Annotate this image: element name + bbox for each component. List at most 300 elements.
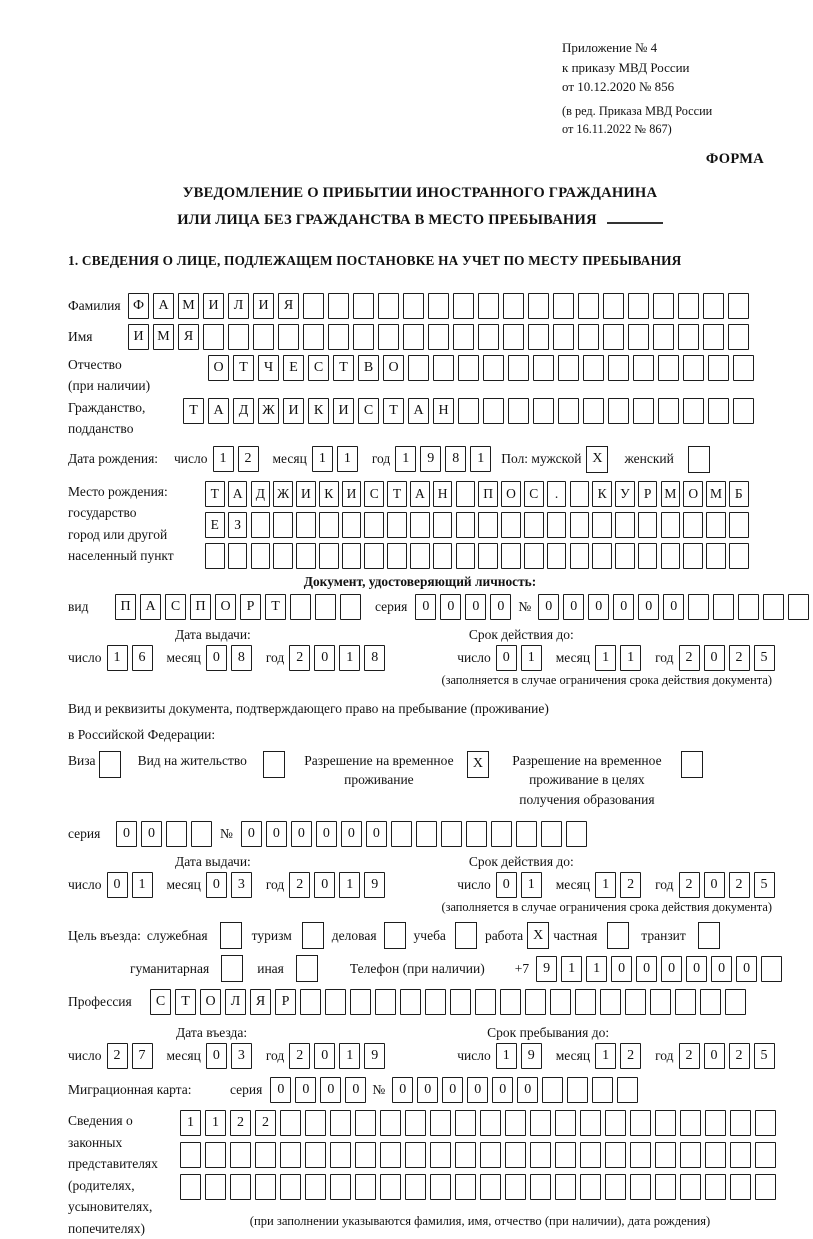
- char-cell: [380, 1142, 401, 1168]
- digit-cell: 2: [289, 872, 310, 898]
- digit-cell: 8: [231, 645, 252, 671]
- validity-note-2: (заполняется в случае ограничения срока действия документа): [441, 900, 772, 915]
- stay-until-label: Срок пребывания до:: [487, 1025, 610, 1041]
- date-part-label: число: [457, 649, 491, 665]
- digit-cell: 1: [337, 446, 358, 472]
- char-cell: [547, 512, 567, 538]
- char-cell: [638, 543, 658, 569]
- char-cell: [380, 1174, 401, 1200]
- char-cell: [364, 512, 384, 538]
- char-cell: [340, 594, 361, 620]
- date-part-label: год: [265, 649, 285, 665]
- representatives-label: Сведения о законных представителях (родителях, усыновителях, попечителях): [68, 1113, 158, 1236]
- char-cell: [478, 543, 498, 569]
- profession-row: [68, 989, 772, 1015]
- digit-cell: 1: [521, 645, 542, 671]
- char-cell: [706, 512, 726, 538]
- char-cell: [628, 324, 649, 350]
- char-cell: 0: [467, 1077, 488, 1103]
- char-cell: С: [524, 481, 544, 507]
- char-cell: [230, 1142, 251, 1168]
- digit-cell: 1: [595, 645, 616, 671]
- citizenship-cells: [183, 398, 758, 424]
- edition-line: от 16.11.2022 № 867): [562, 121, 672, 136]
- digit-cell: 2: [679, 645, 700, 671]
- char-cell: П: [115, 594, 136, 620]
- residence-doc-seriya-row: [68, 821, 772, 847]
- char-cell: [608, 355, 629, 381]
- char-cell: [705, 1142, 726, 1168]
- char-cell: 2: [230, 1110, 251, 1136]
- digit-cell: 0: [496, 645, 517, 671]
- digit-cell: 0: [206, 872, 227, 898]
- char-cell: [653, 293, 674, 319]
- birth-date-row: [68, 446, 772, 473]
- digit-cell: 9: [364, 872, 385, 898]
- char-cell: [600, 989, 621, 1015]
- char-cell: О: [215, 594, 236, 620]
- char-cell: [583, 398, 604, 424]
- char-cell: [458, 355, 479, 381]
- patronymic-row: [68, 355, 772, 396]
- char-cell: [578, 324, 599, 350]
- char-cell: [700, 989, 721, 1015]
- char-cell: [466, 821, 487, 847]
- char-cell: [683, 543, 703, 569]
- form-title-line2: ИЛИ ЛИЦА БЕЗ ГРАЖДАНСТВА В МЕСТО ПРЕБЫВАНИЯ: [68, 207, 772, 233]
- char-cell: [253, 324, 274, 350]
- char-cell: [615, 512, 635, 538]
- residence-doc-dates-row: [68, 872, 772, 898]
- char-cell: [315, 594, 336, 620]
- date-part-label: год: [655, 649, 674, 665]
- profession-label: Профессия: [68, 994, 132, 1010]
- appendix-line: к приказу МВД России: [562, 59, 690, 75]
- temp-permit-label: Разрешение на временное проживание: [304, 752, 454, 788]
- residence-doc-types-row: [68, 751, 772, 810]
- char-cell: [592, 512, 612, 538]
- date-part-label: число: [68, 877, 102, 893]
- char-cell: [296, 543, 316, 569]
- char-cell: [761, 956, 782, 982]
- char-cell: [658, 355, 679, 381]
- char-cell: А: [228, 481, 248, 507]
- char-cell: В: [358, 355, 379, 381]
- char-cell: [296, 512, 316, 538]
- residence-doc-number-cells: [241, 821, 591, 847]
- purpose-business-checkbox: [384, 922, 406, 949]
- phone-prefix: +7: [514, 960, 530, 976]
- char-cell: [491, 821, 512, 847]
- char-cell: А: [153, 293, 174, 319]
- char-cell: [653, 324, 674, 350]
- char-cell: [303, 293, 324, 319]
- char-cell: [251, 543, 271, 569]
- char-cell: [678, 293, 699, 319]
- date-part-label: месяц: [555, 1048, 591, 1064]
- identity-doc-row: [68, 594, 772, 620]
- char-cell: 0: [291, 821, 312, 847]
- date-part-label: год: [371, 451, 391, 467]
- char-cell: О: [200, 989, 221, 1015]
- char-cell: [230, 1174, 251, 1200]
- char-cell: [255, 1142, 276, 1168]
- char-cell: [430, 1110, 451, 1136]
- digit-cell: 0: [496, 872, 517, 898]
- char-cell: [305, 1110, 326, 1136]
- purpose-study-label: учеба: [413, 927, 446, 943]
- entry-purpose-row1: [68, 922, 772, 949]
- digit-cell: 1: [496, 1043, 517, 1069]
- issue-date-label: Дата выдачи:: [175, 626, 251, 642]
- char-cell: [755, 1174, 776, 1200]
- digit-cell: 0: [704, 645, 725, 671]
- char-cell: [166, 821, 187, 847]
- digit-cell: 2: [729, 1043, 750, 1069]
- digit-cell: 0: [314, 645, 335, 671]
- char-cell: [728, 293, 749, 319]
- char-cell: [633, 398, 654, 424]
- char-cell: [655, 1174, 676, 1200]
- char-cell: [763, 594, 784, 620]
- char-cell: [705, 1110, 726, 1136]
- char-cell: С: [358, 398, 379, 424]
- char-cell: 0: [711, 956, 732, 982]
- migration-card-label: Миграционная карта:: [68, 1082, 192, 1098]
- char-cell: [330, 1174, 351, 1200]
- char-cell: Ч: [258, 355, 279, 381]
- identity-doc-type-label: вид: [68, 598, 89, 614]
- char-cell: [541, 821, 562, 847]
- char-cell: 0: [366, 821, 387, 847]
- char-cell: [550, 989, 571, 1015]
- char-cell: [633, 355, 654, 381]
- digit-cell: 1: [595, 1043, 616, 1069]
- digit-cell: 9: [420, 446, 441, 472]
- char-cell: [508, 355, 529, 381]
- char-cell: Я: [250, 989, 271, 1015]
- char-cell: 0: [415, 594, 436, 620]
- char-cell: [570, 543, 590, 569]
- char-cell: 9: [536, 956, 557, 982]
- char-cell: [456, 512, 476, 538]
- digit-cell: 3: [231, 872, 252, 898]
- char-cell: [380, 1110, 401, 1136]
- char-cell: М: [661, 481, 681, 507]
- char-cell: И: [283, 398, 304, 424]
- char-cell: [725, 989, 746, 1015]
- char-cell: [475, 989, 496, 1015]
- valid-until-label: Срок действия до:: [468, 626, 574, 642]
- char-cell: [555, 1174, 576, 1200]
- forma-label: ФОРМА: [705, 151, 764, 168]
- appendix-line: от 10.12.2020 № 856: [562, 79, 675, 94]
- char-cell: [580, 1110, 601, 1136]
- representatives-rows: [180, 1110, 780, 1229]
- char-cell: [508, 398, 529, 424]
- digit-cell: 1: [339, 872, 360, 898]
- char-cell: 0: [392, 1077, 413, 1103]
- birth-date-label: Дата рождения:: [68, 451, 159, 467]
- char-cell: [570, 481, 590, 507]
- char-cell: П: [190, 594, 211, 620]
- purpose-other-label: иная: [257, 960, 284, 976]
- char-cell: [570, 512, 590, 538]
- char-cell: [342, 512, 362, 538]
- digit-cell: 1: [595, 872, 616, 898]
- char-cell: 0: [588, 594, 609, 620]
- char-cell: [453, 324, 474, 350]
- char-cell: [524, 543, 544, 569]
- char-cell: [580, 1142, 601, 1168]
- purpose-humanitarian-checkbox: [221, 955, 243, 982]
- char-cell: [516, 821, 537, 847]
- digit-cell: 2: [107, 1043, 128, 1069]
- identity-doc-dates-row: [68, 645, 772, 671]
- digit-cell: 1: [470, 446, 491, 472]
- identity-doc-seriya-label: серия: [375, 598, 408, 614]
- char-cell: [608, 398, 629, 424]
- digit-cell: 1: [213, 446, 234, 472]
- char-cell: [410, 512, 430, 538]
- char-cell: А: [208, 398, 229, 424]
- digit-cell: 5: [754, 1043, 775, 1069]
- char-cell: [703, 293, 724, 319]
- title-blank-underline: [607, 212, 663, 224]
- char-cell: [478, 324, 499, 350]
- char-cell: 0: [517, 1077, 538, 1103]
- valid-until-label: Срок действия до:: [468, 854, 574, 870]
- char-cell: П: [478, 481, 498, 507]
- char-cell: [708, 355, 729, 381]
- digit-cell: 1: [107, 645, 128, 671]
- char-cell: Т: [333, 355, 354, 381]
- entry-date-cells: [68, 1043, 389, 1069]
- char-cell: 0: [320, 1077, 341, 1103]
- entry-purpose-label: Цель въезда:: [68, 927, 141, 943]
- char-cell: [706, 543, 726, 569]
- char-cell: [553, 293, 574, 319]
- char-cell: А: [408, 398, 429, 424]
- char-cell: [500, 989, 521, 1015]
- birth-date-cells: [174, 446, 495, 472]
- birth-place-row2: [205, 512, 752, 538]
- first-name-cells: [128, 324, 753, 350]
- char-cell: [555, 1142, 576, 1168]
- char-cell: [303, 324, 324, 350]
- identity-doc-number-cells: [538, 594, 813, 620]
- sex-male-checkbox: X: [586, 446, 608, 473]
- char-cell: [733, 355, 754, 381]
- char-cell: 0: [686, 956, 707, 982]
- visa-label: Виза: [68, 752, 96, 768]
- char-cell: [655, 1110, 676, 1136]
- char-cell: [605, 1110, 626, 1136]
- char-cell: [305, 1174, 326, 1200]
- char-cell: О: [208, 355, 229, 381]
- profession-cells: [150, 989, 750, 1015]
- char-cell: 0: [492, 1077, 513, 1103]
- char-cell: [733, 398, 754, 424]
- char-cell: [617, 1077, 638, 1103]
- char-cell: [483, 398, 504, 424]
- char-cell: Н: [433, 481, 453, 507]
- section-1-heading: 1. СВЕДЕНИЯ О ЛИЦЕ, ПОДЛЕЖАЩЕМ ПОСТАНОВКЕ НА УЧЕТ ПО МЕСТУ ПРЕБЫВАНИЯ: [68, 252, 682, 268]
- char-cell: [683, 355, 704, 381]
- date-part-label: месяц: [166, 649, 201, 665]
- purpose-official-checkbox: [220, 922, 242, 949]
- representatives-note: (при заполнении указываются фамилия, имя, отчество (при наличии), дата рождения): [249, 1214, 711, 1229]
- char-cell: [553, 324, 574, 350]
- char-cell: [405, 1110, 426, 1136]
- char-cell: 0: [141, 821, 162, 847]
- digit-cell: 0: [206, 1043, 227, 1069]
- representatives-row1: [180, 1110, 780, 1136]
- first-name-label: Имя: [68, 328, 93, 344]
- char-cell: [180, 1142, 201, 1168]
- char-cell: [566, 821, 587, 847]
- char-cell: [680, 1110, 701, 1136]
- char-cell: [530, 1110, 551, 1136]
- char-cell: [480, 1142, 501, 1168]
- digit-cell: 3: [231, 1043, 252, 1069]
- digit-cell: 2: [620, 872, 641, 898]
- char-cell: Б: [729, 481, 749, 507]
- char-cell: [328, 293, 349, 319]
- char-cell: [655, 1142, 676, 1168]
- char-cell: 0: [295, 1077, 316, 1103]
- char-cell: [430, 1142, 451, 1168]
- char-cell: [203, 324, 224, 350]
- digit-cell: 5: [754, 645, 775, 671]
- char-cell: [483, 355, 504, 381]
- purpose-transit-label: транзит: [641, 927, 686, 943]
- char-cell: [505, 1110, 526, 1136]
- char-cell: Т: [383, 398, 404, 424]
- char-cell: [455, 1174, 476, 1200]
- char-cell: [658, 398, 679, 424]
- char-cell: 1: [180, 1110, 201, 1136]
- residence-doc-date-labels: [68, 854, 772, 870]
- char-cell: [456, 481, 476, 507]
- char-cell: С: [364, 481, 384, 507]
- char-cell: [708, 398, 729, 424]
- char-cell: [280, 1174, 301, 1200]
- digit-cell: 6: [132, 645, 153, 671]
- phone-cells: [536, 956, 786, 982]
- char-cell: 1: [561, 956, 582, 982]
- migration-card-seriya-label: серия: [230, 1082, 263, 1098]
- char-cell: [255, 1174, 276, 1200]
- visa-checkbox: [99, 751, 121, 778]
- appendix-line: Приложение № 4: [562, 40, 658, 55]
- birth-place-label: Место рождения: государство город или другой населенный пункт: [68, 483, 174, 564]
- char-cell: [251, 512, 271, 538]
- birth-place-block: [68, 481, 772, 569]
- char-cell: [387, 512, 407, 538]
- citizenship-sublabel: подданство: [68, 420, 134, 436]
- date-part-label: год: [265, 877, 285, 893]
- date-part-label: месяц: [555, 877, 591, 893]
- char-cell: [441, 821, 462, 847]
- char-cell: [205, 543, 225, 569]
- purpose-other-checkbox: [296, 955, 318, 982]
- issue-date-label: Дата выдачи:: [175, 854, 251, 870]
- char-cell: [330, 1110, 351, 1136]
- char-cell: [533, 355, 554, 381]
- char-cell: [788, 594, 809, 620]
- char-cell: [680, 1142, 701, 1168]
- char-cell: И: [342, 481, 362, 507]
- char-cell: [625, 989, 646, 1015]
- char-cell: [290, 594, 311, 620]
- char-cell: Т: [233, 355, 254, 381]
- char-cell: [630, 1174, 651, 1200]
- char-cell: [578, 293, 599, 319]
- date-part-label: год: [265, 1048, 285, 1064]
- surname-cells: [128, 293, 753, 319]
- char-cell: [728, 324, 749, 350]
- digit-cell: 2: [289, 1043, 310, 1069]
- char-cell: [713, 594, 734, 620]
- char-cell: [405, 1174, 426, 1200]
- char-cell: [375, 989, 396, 1015]
- char-cell: [675, 989, 696, 1015]
- char-cell: Ф: [128, 293, 149, 319]
- identity-doc-type-cells: [115, 594, 365, 620]
- char-cell: 0: [316, 821, 337, 847]
- char-cell: [524, 512, 544, 538]
- temp-permit-checkbox: X: [467, 751, 489, 778]
- char-cell: [755, 1142, 776, 1168]
- digit-cell: 2: [679, 1043, 700, 1069]
- digit-cell: 2: [289, 645, 310, 671]
- char-cell: [325, 989, 346, 1015]
- char-cell: 0: [638, 594, 659, 620]
- purpose-transit-checkbox: [698, 922, 720, 949]
- representatives-row2: [180, 1142, 780, 1168]
- patronymic-sublabel: (при наличии): [68, 377, 151, 393]
- char-cell: Ж: [258, 398, 279, 424]
- char-cell: [503, 324, 524, 350]
- char-cell: О: [683, 481, 703, 507]
- char-cell: [605, 1174, 626, 1200]
- char-cell: З: [228, 512, 248, 538]
- char-cell: [353, 324, 374, 350]
- identity-doc-heading: Документ, удостоверяющий личность:: [303, 573, 537, 589]
- char-cell: Д: [251, 481, 271, 507]
- char-cell: [730, 1142, 751, 1168]
- char-cell: [555, 1110, 576, 1136]
- char-cell: [530, 1174, 551, 1200]
- form-title: [68, 180, 772, 233]
- char-cell: К: [592, 481, 612, 507]
- char-cell: [575, 989, 596, 1015]
- char-cell: 0: [341, 821, 362, 847]
- date-part-label: месяц: [166, 1048, 201, 1064]
- char-cell: [455, 1110, 476, 1136]
- sex-female-checkbox: [688, 446, 710, 473]
- purpose-private-checkbox: [607, 922, 629, 949]
- digit-cell: 5: [754, 872, 775, 898]
- date-part-label: число: [174, 451, 208, 467]
- char-cell: [603, 293, 624, 319]
- char-cell: [478, 512, 498, 538]
- char-cell: [319, 543, 339, 569]
- identity-doc-number-label: №: [518, 598, 532, 614]
- date-part-label: число: [68, 649, 102, 665]
- char-cell: [683, 398, 704, 424]
